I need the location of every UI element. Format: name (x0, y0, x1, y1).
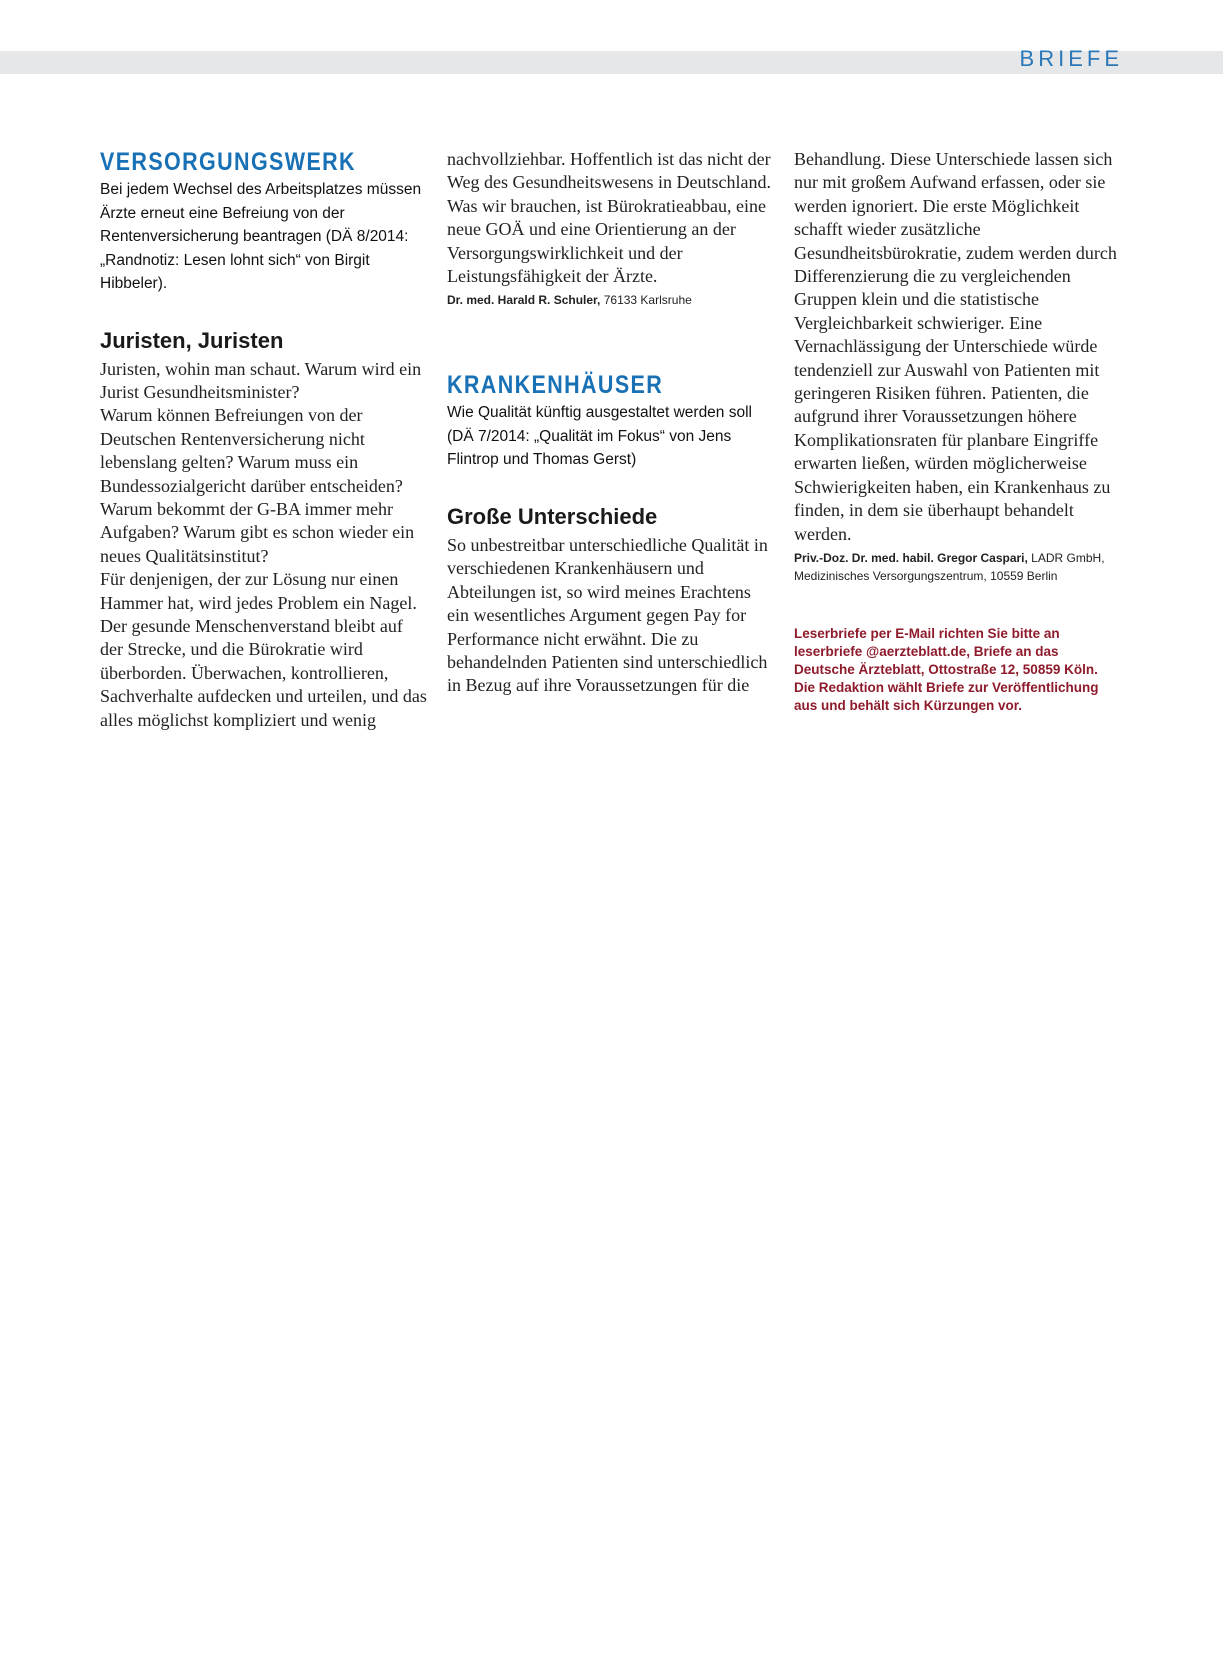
signature-name: Priv.-Doz. Dr. med. habil. Gregor Caspari, (794, 550, 1028, 565)
signature-place: LADR GmbH, Medizinisches Versorgungszentrum, 10559 Berlin (794, 550, 1105, 583)
editorial-note: Leserbriefe per E-Mail richten Sie bitte an leserbriefe @aerzteblatt.de, Briefe an das Deutsche Ärzteblatt, Ottostraße 12, 50859 Köln. Die Redaktion wählt Briefe zur Veröffentlichung aus und behält sich Kürzungen vor. (794, 625, 1099, 713)
paragraph: Behandlung. Diese Unterschiede lassen sich nur mit großem Aufwand erfassen, oder sie werden ignoriert. Die erste Möglichkeit schafft wieder zusätzliche Gesundheitsbürokratie, zudem werden durch Differenzierung die zu vergleichenden Gruppen klein und die statistische Vergleichbarkeit schwieriger. Eine Vernachlässigung der Unterschiede würde tendenziell zur Auswahl von Patienten mit geringeren Risiken führen. Patienten, die aufgrund ihrer Voraussetzungen höhere Komplikationsraten für planbare Eingriffe erwarten ließen, würden möglicherweise Schwierigkeiten haben, ein Krankenhaus zu finden, in dem sie überhaupt behandelt werden. (794, 149, 1117, 544)
letter-headline-juristen: Juristen, Juristen (100, 327, 284, 353)
letter-body-unterschiede (447, 534, 775, 698)
rubric-krankenhaeuser: KRANKENHÄUSER (447, 371, 664, 400)
paragraph: Für denjenigen, der zur Lösung nur einen Hammer hat, wird jedes Problem ein Nagel. Der gesunde Menschenverstand bleibt auf der Strecke, und die Bürokratie wird überborden. Überwachen, kontrollieren, Sachverhalte aufdecken und urteilen, und das alles möglichst kompliziert und wenig (100, 569, 427, 730)
column-3 (794, 148, 1122, 715)
letter-continuation-juristen (447, 148, 775, 288)
letter-signature-caspari (794, 549, 1122, 585)
section-title: BRIEFE (1019, 46, 1123, 71)
letter-signature-schuler (447, 291, 775, 309)
teaser-versorgungswerk: Bei jedem Wechsel des Arbeitsplatzes müssen Ärzte erneut eine Befreiung von der Rentenversicherung beantragen (DÄ 8/2014: „Randnotiz: Lesen lohnt sich“ von Birgit Hibbeler). (100, 181, 422, 292)
teaser-krankenhaeuser: Wie Qualität künftig ausgestaltet werden soll (DÄ 7/2014: „Qualität im Fokus“ von Jens Flintrop und Thomas Gerst) (447, 404, 752, 469)
rubric-versorgungswerk: VERSORGUNGSWERK (100, 148, 356, 176)
column-1 (100, 148, 428, 732)
signature-name: Dr. med. Harald R. Schuler, (447, 293, 601, 308)
paragraph: Warum können Befreiungen von der Deutschen Rentenversicherung nicht lebenslang gelten? Warum muss ein Bundessozialgericht darüber entscheiden? Warum bekommt der G-BA immer mehr Aufgaben? Warum gibt es schon wieder ein neues Qualitätsinstitut? (100, 405, 415, 566)
letter-continuation-unterschiede (794, 148, 1122, 546)
paragraph: Juristen, wohin man schaut. Warum wird ein Jurist Gesundheitsminister? (100, 358, 422, 402)
signature-place: 76133 Karlsruhe (600, 293, 692, 308)
letter-body-juristen (100, 358, 428, 733)
paragraph: So unbestreitbar unterschiedliche Qualität in verschiedenen Krankenhäusern und Abteilungen ist, so wird meines Erachtens ein wesentliches Argument gegen Pay for Performance nicht erwähnt. Die zu behandelnden Patienten sind unterschiedlich in Bezug auf ihre Voraussetzungen für die (447, 534, 768, 696)
letter-headline-unterschiede: Große Unterschiede (447, 503, 658, 529)
paragraph: nachvollziehbar. Hoffentlich ist das nicht der Weg des Gesundheitswesens in Deutschland. Was wir brauchen, ist Bürokratieabbau, eine neue GOÄ und eine Orientierung an der Versorgungswirklichkeit und der Leistungsfähigkeit der Ärzte. (447, 149, 771, 287)
column-2 (447, 148, 775, 698)
spacer (447, 309, 775, 371)
